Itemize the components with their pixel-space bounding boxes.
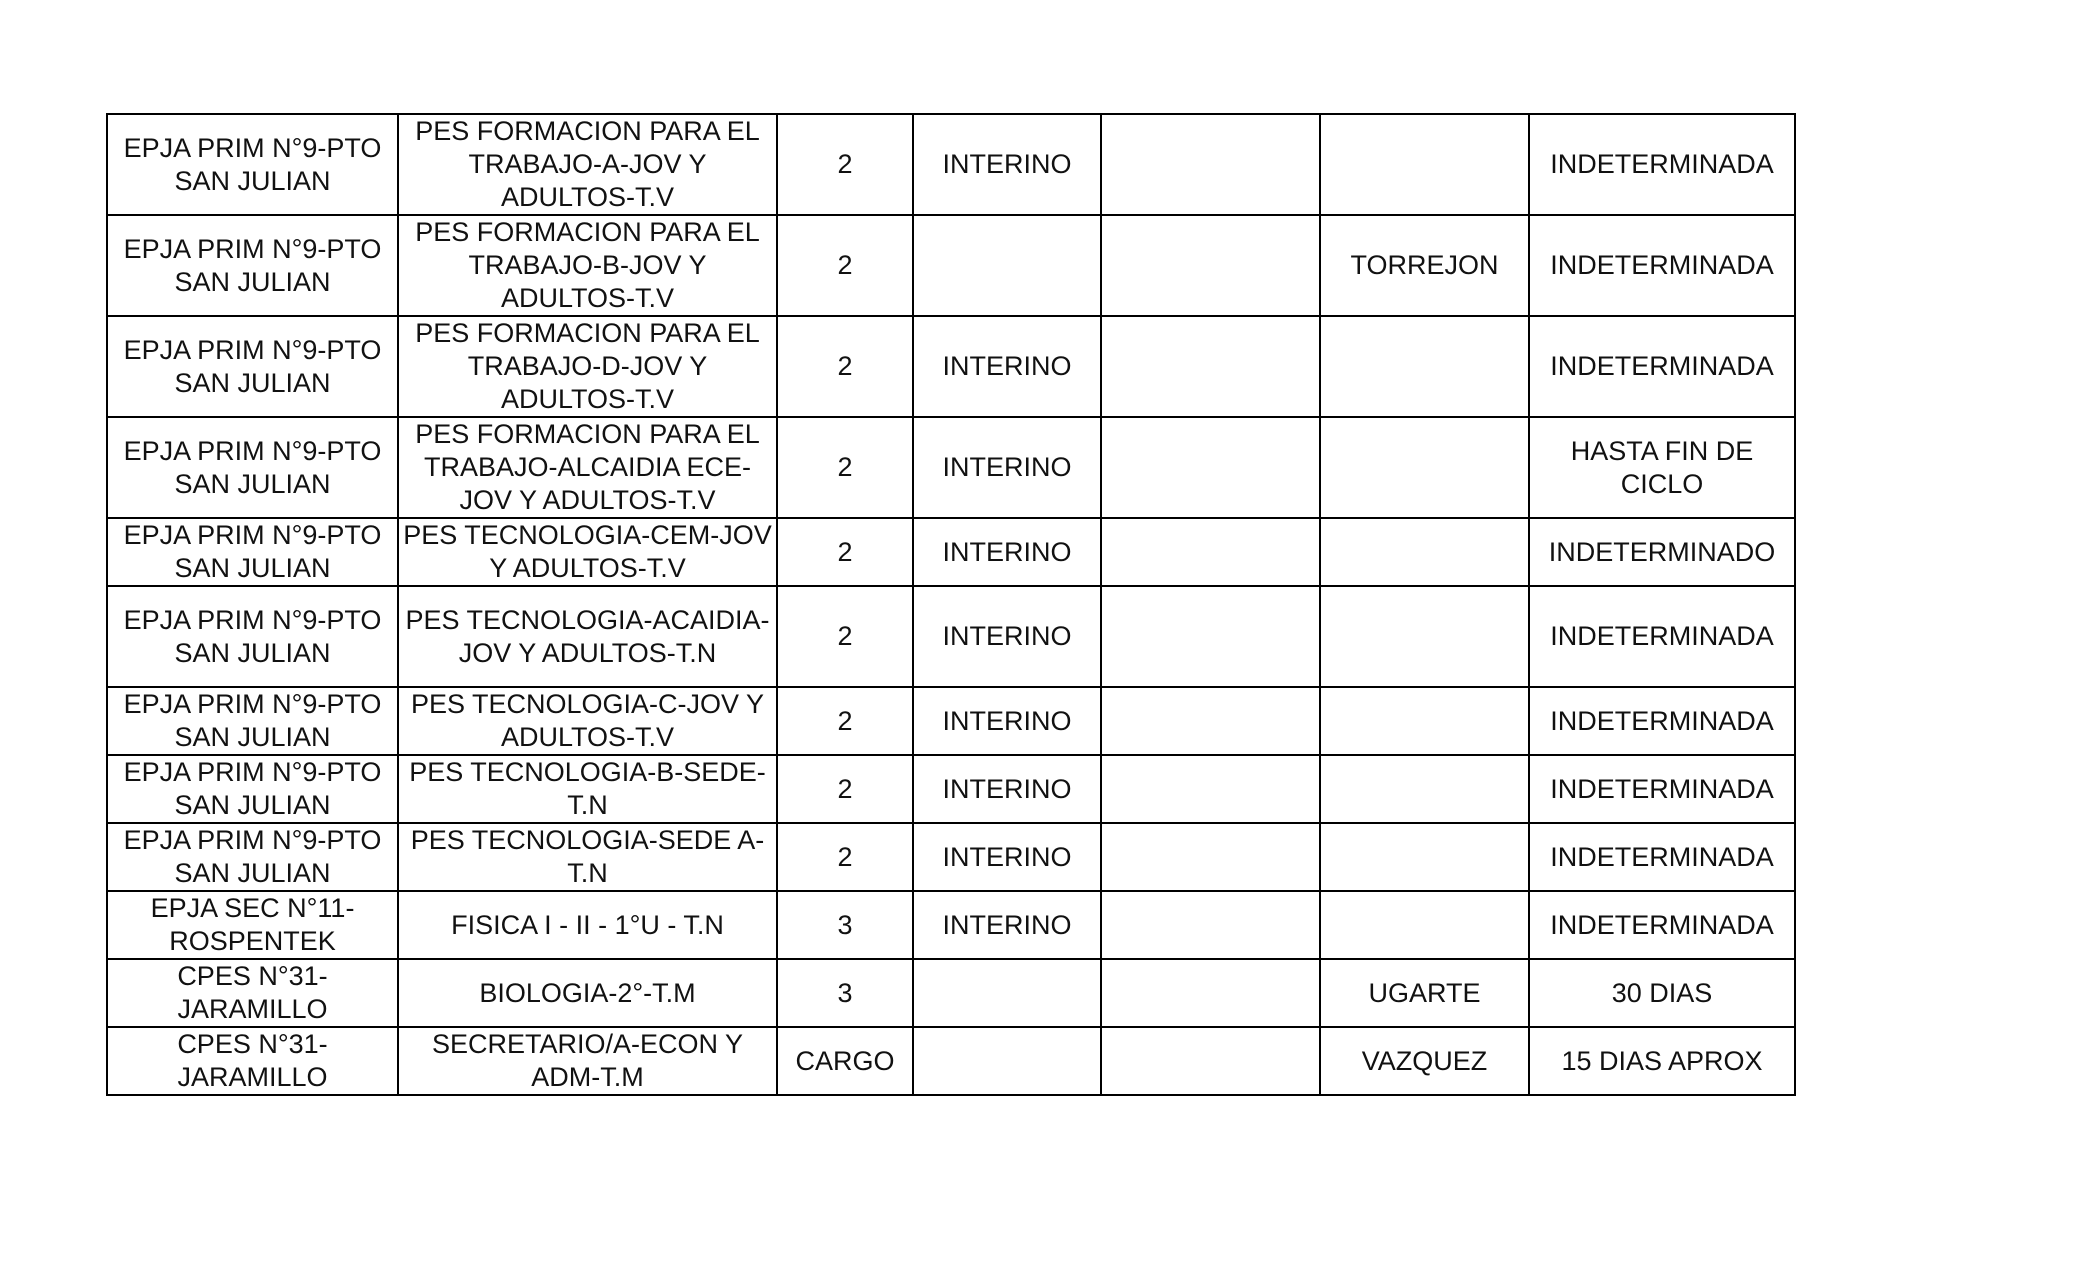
status-cell xyxy=(913,1027,1101,1095)
subject-cell: PES TECNOLOGIA-CEM-JOV Y ADULTOS-T.V xyxy=(398,518,777,586)
school-cell: EPJA PRIM N°9-PTO SAN JULIAN xyxy=(107,518,398,586)
table-row xyxy=(107,114,1795,215)
name-cell xyxy=(1320,891,1529,959)
hours-cell: CARGO xyxy=(777,1027,913,1095)
name-cell xyxy=(1320,586,1529,687)
table-row xyxy=(107,959,1795,1027)
duration-cell: HASTA FIN DE CICLO xyxy=(1529,417,1795,518)
name-cell xyxy=(1320,518,1529,586)
name-cell xyxy=(1320,823,1529,891)
hours-cell: 3 xyxy=(777,891,913,959)
blank-cell xyxy=(1101,586,1320,687)
blank-cell xyxy=(1101,518,1320,586)
hours-cell: 2 xyxy=(777,215,913,316)
school-cell: EPJA PRIM N°9-PTO SAN JULIAN xyxy=(107,687,398,755)
hours-cell: 2 xyxy=(777,823,913,891)
table-row xyxy=(107,1027,1795,1095)
blank-cell xyxy=(1101,959,1320,1027)
subject-cell: BIOLOGIA-2°-T.M xyxy=(398,959,777,1027)
name-cell xyxy=(1320,755,1529,823)
status-cell: INTERINO xyxy=(913,687,1101,755)
duration-cell: INDETERMINADA xyxy=(1529,755,1795,823)
name-cell xyxy=(1320,687,1529,755)
table-row xyxy=(107,417,1795,518)
duration-cell: INDETERMINADA xyxy=(1529,586,1795,687)
subject-cell: PES TECNOLOGIA-ACAIDIA-JOV Y ADULTOS-T.N xyxy=(398,586,777,687)
name-cell xyxy=(1320,114,1529,215)
table-row xyxy=(107,586,1795,687)
status-cell: INTERINO xyxy=(913,114,1101,215)
blank-cell xyxy=(1101,687,1320,755)
school-cell: EPJA PRIM N°9-PTO SAN JULIAN xyxy=(107,823,398,891)
school-cell: EPJA PRIM N°9-PTO SAN JULIAN xyxy=(107,114,398,215)
hours-cell: 2 xyxy=(777,755,913,823)
subject-cell: PES FORMACION PARA EL TRABAJO-ALCAIDIA ECE-JOV Y ADULTOS-T.V xyxy=(398,417,777,518)
duration-cell: INDETERMINADO xyxy=(1529,518,1795,586)
table-row xyxy=(107,518,1795,586)
status-cell: INTERINO xyxy=(913,586,1101,687)
table-row xyxy=(107,215,1795,316)
status-cell: INTERINO xyxy=(913,755,1101,823)
school-cell: EPJA PRIM N°9-PTO SAN JULIAN xyxy=(107,316,398,417)
duration-cell: 30 DIAS xyxy=(1529,959,1795,1027)
school-cell: EPJA PRIM N°9-PTO SAN JULIAN xyxy=(107,215,398,316)
name-cell: UGARTE xyxy=(1320,959,1529,1027)
status-cell: INTERINO xyxy=(913,316,1101,417)
hours-cell: 2 xyxy=(777,518,913,586)
blank-cell xyxy=(1101,755,1320,823)
hours-cell: 2 xyxy=(777,687,913,755)
name-cell xyxy=(1320,316,1529,417)
hours-cell: 2 xyxy=(777,316,913,417)
blank-cell xyxy=(1101,891,1320,959)
hours-cell: 2 xyxy=(777,114,913,215)
school-cell: CPES N°31-JARAMILLO xyxy=(107,959,398,1027)
duration-cell: INDETERMINADA xyxy=(1529,891,1795,959)
subject-cell: PES TECNOLOGIA-SEDE A-T.N xyxy=(398,823,777,891)
school-cell: EPJA PRIM N°9-PTO SAN JULIAN xyxy=(107,755,398,823)
status-cell: INTERINO xyxy=(913,417,1101,518)
blank-cell xyxy=(1101,417,1320,518)
table-row xyxy=(107,316,1795,417)
table-body xyxy=(107,114,1795,1095)
blank-cell xyxy=(1101,215,1320,316)
school-cell: EPJA PRIM N°9-PTO SAN JULIAN xyxy=(107,417,398,518)
status-cell: INTERINO xyxy=(913,823,1101,891)
table-row xyxy=(107,755,1795,823)
status-cell: INTERINO xyxy=(913,891,1101,959)
subject-cell: PES TECNOLOGIA-C-JOV Y ADULTOS-T.V xyxy=(398,687,777,755)
name-cell: VAZQUEZ xyxy=(1320,1027,1529,1095)
name-cell: TORREJON xyxy=(1320,215,1529,316)
status-cell xyxy=(913,959,1101,1027)
table-row xyxy=(107,891,1795,959)
subject-cell: PES TECNOLOGIA-B-SEDE-T.N xyxy=(398,755,777,823)
subject-cell: PES FORMACION PARA EL TRABAJO-A-JOV Y ADULTOS-T.V xyxy=(398,114,777,215)
duration-cell: INDETERMINADA xyxy=(1529,687,1795,755)
blank-cell xyxy=(1101,1027,1320,1095)
school-cell: EPJA PRIM N°9-PTO SAN JULIAN xyxy=(107,586,398,687)
school-cell: CPES N°31-JARAMILLO xyxy=(107,1027,398,1095)
duration-cell: INDETERMINADA xyxy=(1529,316,1795,417)
name-cell xyxy=(1320,417,1529,518)
blank-cell xyxy=(1101,316,1320,417)
blank-cell xyxy=(1101,823,1320,891)
hours-cell: 2 xyxy=(777,586,913,687)
table-row xyxy=(107,687,1795,755)
data-table xyxy=(106,113,1796,1096)
subject-cell: SECRETARIO/A-ECON Y ADM-T.M xyxy=(398,1027,777,1095)
status-cell: INTERINO xyxy=(913,518,1101,586)
duration-cell: 15 DIAS APROX xyxy=(1529,1027,1795,1095)
table-row xyxy=(107,823,1795,891)
duration-cell: INDETERMINADA xyxy=(1529,823,1795,891)
hours-cell: 2 xyxy=(777,417,913,518)
blank-cell xyxy=(1101,114,1320,215)
school-cell: EPJA SEC N°11-ROSPENTEK xyxy=(107,891,398,959)
duration-cell: INDETERMINADA xyxy=(1529,114,1795,215)
subject-cell: PES FORMACION PARA EL TRABAJO-B-JOV Y ADULTOS-T.V xyxy=(398,215,777,316)
status-cell xyxy=(913,215,1101,316)
duration-cell: INDETERMINADA xyxy=(1529,215,1795,316)
subject-cell: FISICA I - II - 1°U - T.N xyxy=(398,891,777,959)
subject-cell: PES FORMACION PARA EL TRABAJO-D-JOV Y ADULTOS-T.V xyxy=(398,316,777,417)
hours-cell: 3 xyxy=(777,959,913,1027)
